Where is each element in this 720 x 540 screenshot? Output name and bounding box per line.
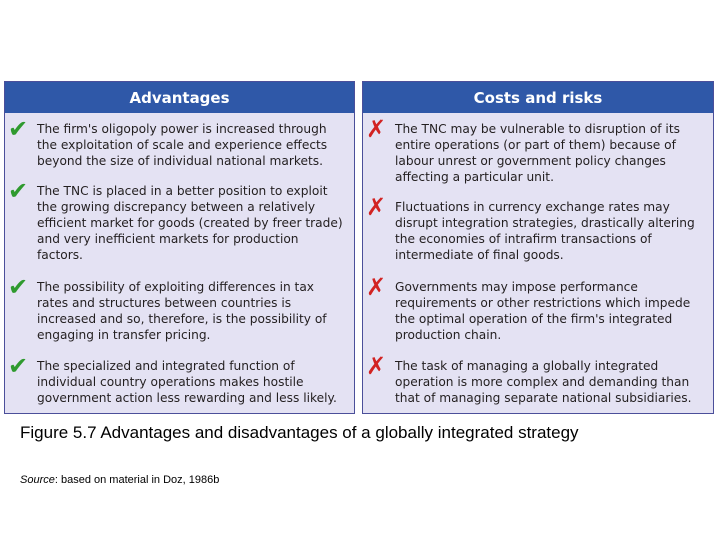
cross-icon: ✗: [365, 115, 387, 143]
advantages-costs-figure: [4, 81, 714, 414]
check-icon: ✔: [7, 177, 29, 205]
advantage-text: The TNC is placed in a better position to exploit the growing discrepancy between a relatively efficient market for goods (created by freer trade) and very inefficient markets for production factors.: [37, 184, 343, 262]
cost-text: The TNC may be vulnerable to disruption of its entire operations (or part of them) because of labour unrest or government policy changes affecting a particular unit.: [395, 122, 680, 184]
advantage-text: The specialized and integrated function of individual country operations makes hostile government action less rewarding and less likely.: [37, 359, 337, 405]
advantage-text: The possibility of exploiting differences in tax rates and structures between countries is increased and so, therefore, is the possibility of engaging in transfer pricing.: [37, 280, 327, 342]
check-icon: ✔: [7, 352, 29, 380]
figure-source: [20, 474, 710, 486]
costs-column: [362, 81, 714, 414]
advantages-header: Advantages: [5, 82, 354, 113]
costs-header: Costs and risks: [363, 82, 713, 113]
source-label: Source: [20, 474, 55, 486]
advantage-text: The firm's oligopoly power is increased through the exploitation of scale and experience effects beyond the size of individual national markets.: [37, 122, 328, 168]
cross-icon: ✗: [365, 352, 387, 380]
source-text: : based on material in Doz, 1986b: [54, 474, 220, 486]
cross-icon: ✗: [365, 193, 387, 221]
cross-icon: ✗: [365, 273, 387, 301]
figure-caption: Figure 5.7 Advantages and disadvantages of a globally integrated strategy: [20, 423, 579, 442]
advantages-column: [4, 81, 355, 414]
cost-text: Governments may impose performance requirements or other restrictions which impede the optimal operation of the firm's integrated production chain.: [395, 280, 691, 342]
check-icon: ✔: [7, 273, 29, 301]
check-icon: ✔: [7, 115, 29, 143]
cost-text: The task of managing a globally integrated operation is more complex and demanding than that of managing separate national subsidiaries.: [395, 359, 692, 405]
cost-text: Fluctuations in currency exchange rates may disrupt integration strategies, drastically altering the economies of intrafirm transactions of intermediate of final goods.: [395, 200, 695, 262]
